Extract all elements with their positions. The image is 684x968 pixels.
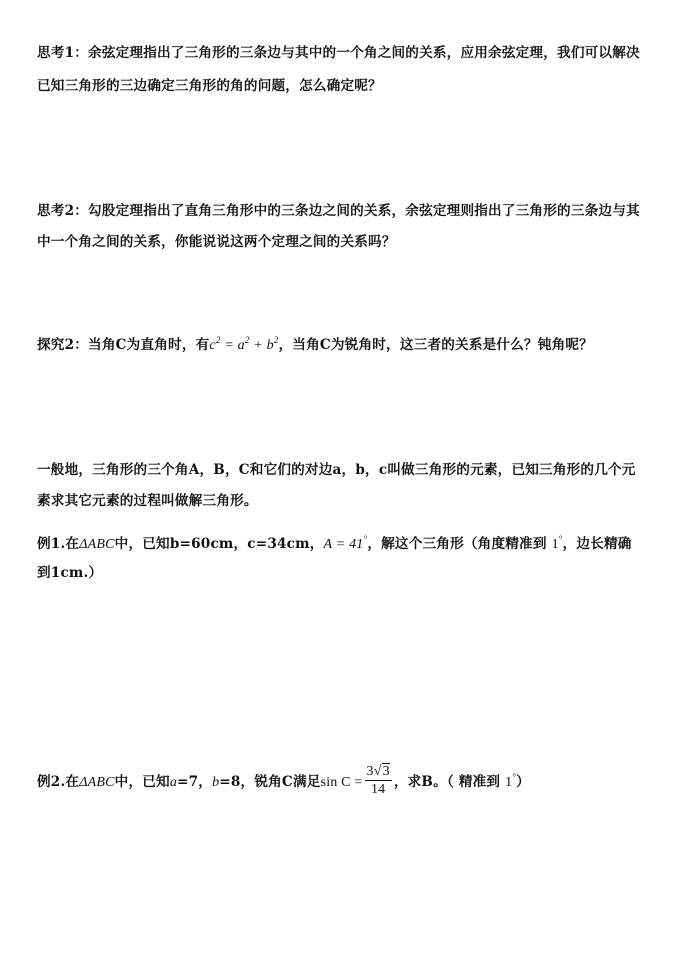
example2-fraction-denominator: 14 xyxy=(370,782,386,797)
explore2-line xyxy=(37,329,593,357)
example2-a-var: a xyxy=(169,775,178,790)
example1-line2: 到1cm.） xyxy=(37,565,103,581)
example1-line1 xyxy=(37,528,632,556)
example1-triangle: ΔABC xyxy=(79,537,115,552)
think1-line1: 思考1：余弦定理指出了三角形的三条边与其中的一个角之间的关系，应用余弦定理，我们可以解决 xyxy=(37,45,640,61)
example1-mid2: ，解这个三角形（角度精准到 xyxy=(367,536,547,552)
example2-triangle: ΔABC xyxy=(79,775,115,790)
explore2-prefix: 探究2：当角C为直角时，有 xyxy=(37,337,210,353)
example1-precision: 1° xyxy=(551,534,563,552)
example2-fraction-numerator: 3√3 xyxy=(366,764,390,779)
example2-fraction xyxy=(365,763,392,798)
example2-suffix: ） xyxy=(516,774,530,790)
explore2-suffix: ，当角C为锐角时，这三者的关系是什么？钝角呢？ xyxy=(278,337,593,353)
explore2-formula: $c^2 = a^2 + b^2$ xyxy=(209,335,279,353)
example1-suffix: ，边长精确 xyxy=(562,536,632,552)
think1-line2: 已知三角形的三边确定三角形的角的问题，怎么确定呢？ xyxy=(37,78,382,94)
example1-angle: A = 41° xyxy=(323,534,368,552)
general-line2: 素求其它元素的过程叫做解三角形。 xyxy=(37,493,258,509)
example1-mid: 中，已知b=60cm，c=34cm， xyxy=(114,536,324,552)
example2-mid: 中，已知 xyxy=(114,774,170,790)
example1-prefix: 例1.在 xyxy=(37,536,80,552)
example2-after: ，求B。（ 精准到 xyxy=(393,774,501,790)
example2-line xyxy=(37,765,530,800)
example2-prefix: 例2.在 xyxy=(37,774,80,790)
example2-b-var: b xyxy=(212,775,220,790)
general-line1: 一般地，三角形的三个角A，B，C和它们的对边a，b，c叫做三角形的元素，已知三角形的几个元 xyxy=(37,462,636,478)
example2-a-val: =7， xyxy=(177,774,213,790)
example2-precision: 1° xyxy=(505,772,517,790)
think2-line1: 思考2：勾股定理指出了直角三角形中的三条边之间的关系，余弦定理则指出了三角形的三条边与其 xyxy=(37,203,640,219)
example2-b-val: =8，锐角C满足 xyxy=(219,774,321,790)
think2-line2: 中一个角之间的关系，你能说说这两个定理之间的关系吗？ xyxy=(37,234,396,250)
example2-sin: sin C = xyxy=(320,775,363,790)
